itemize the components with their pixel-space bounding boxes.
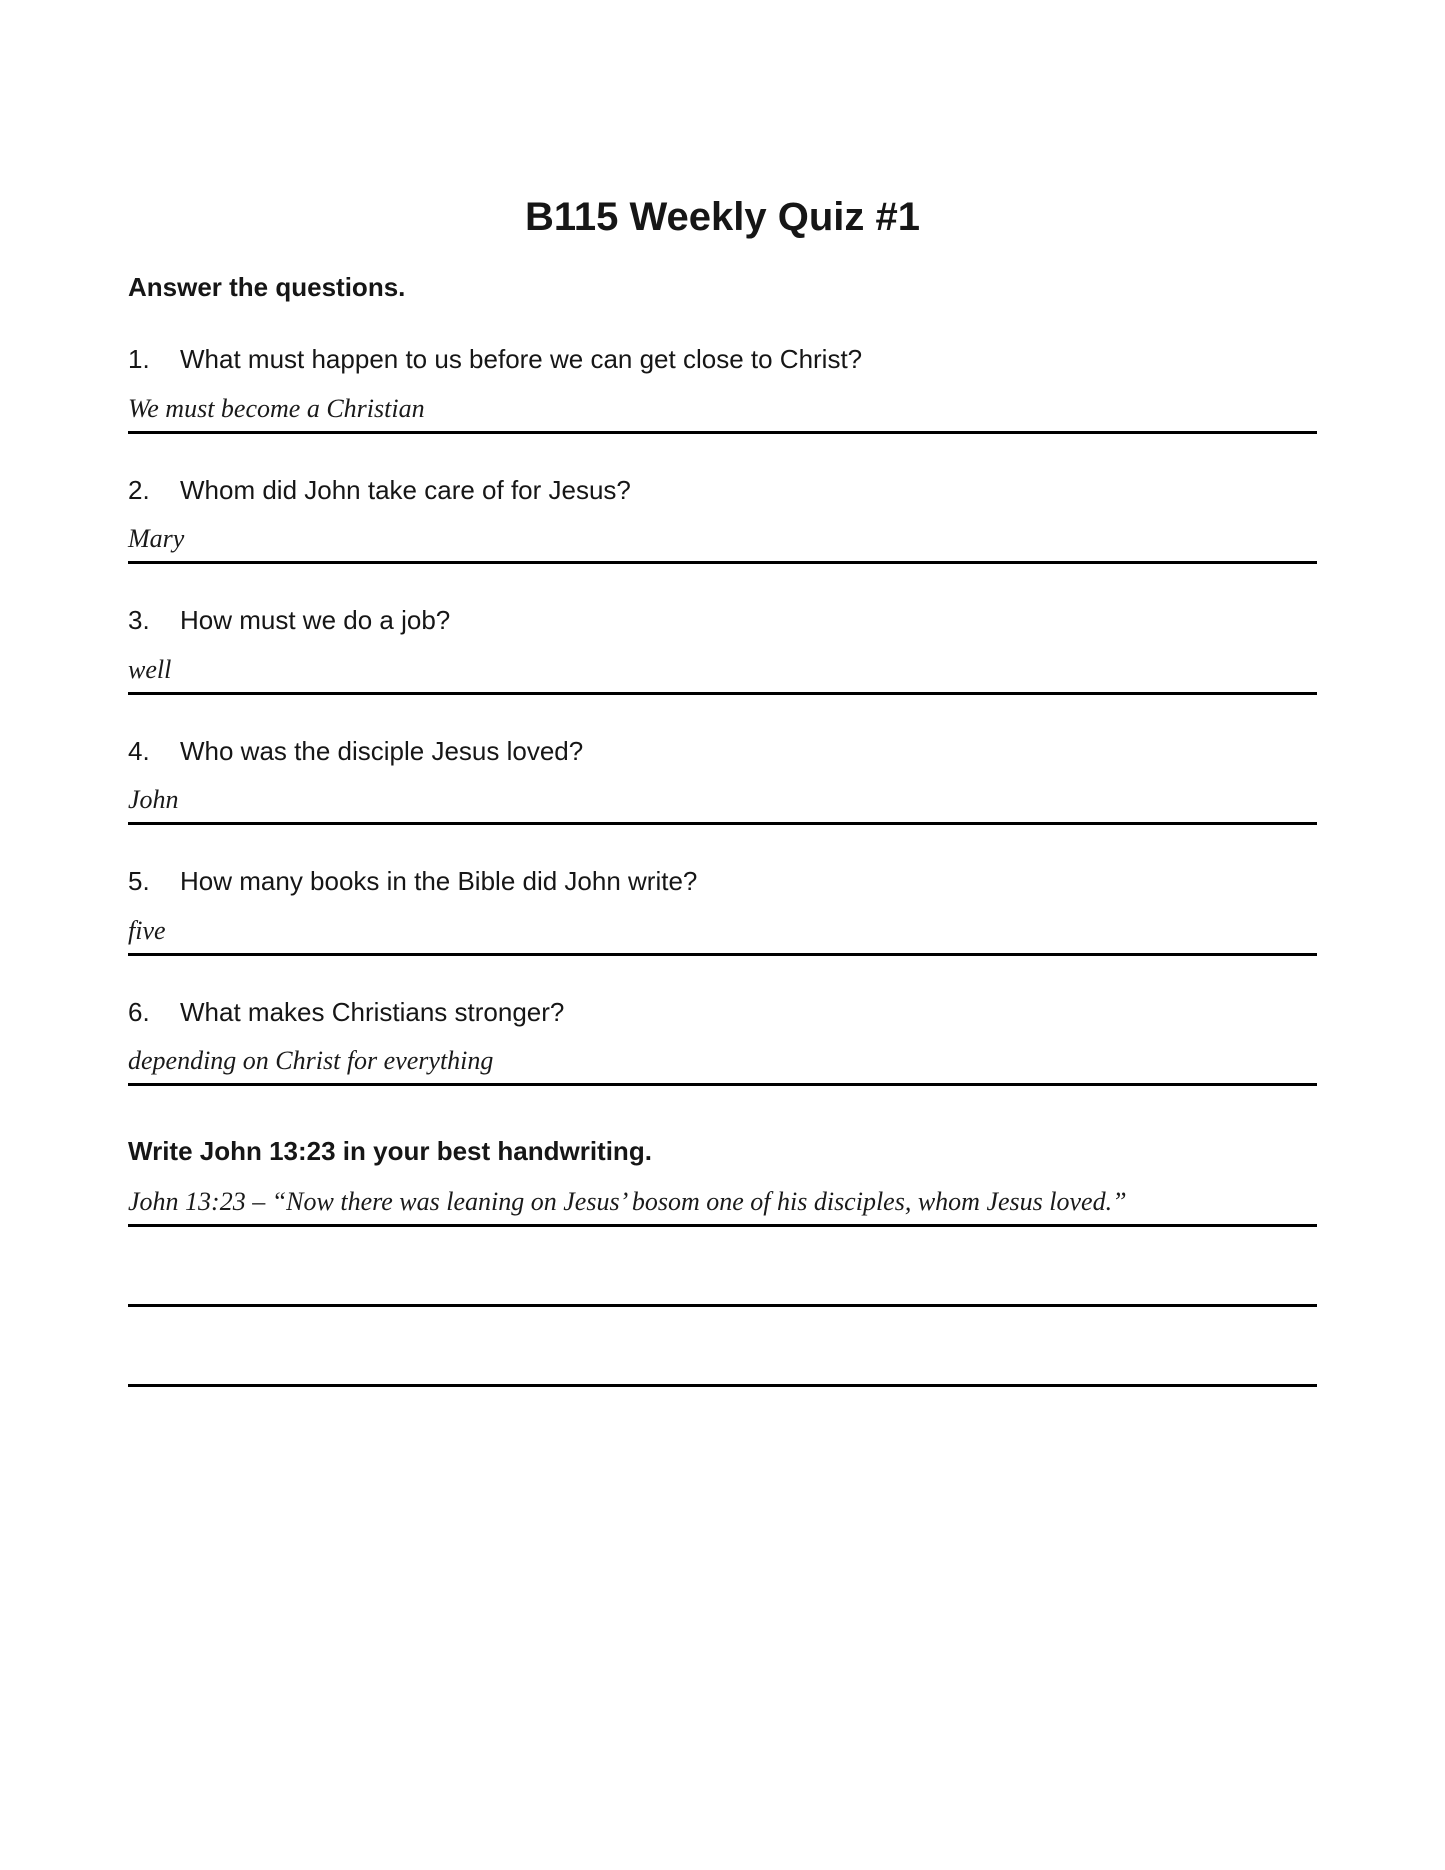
answer-text: Mary <box>128 524 185 554</box>
question-text: Who was the disciple Jesus loved? <box>180 735 584 766</box>
answer-line <box>128 1045 1317 1086</box>
question-text: How many books in the Bible did John write? <box>180 866 698 897</box>
answer-line <box>128 1186 1317 1227</box>
answer-text: well <box>128 654 172 684</box>
page-title: B115 Weekly Quiz #1 <box>524 195 921 239</box>
question-item <box>128 996 1317 1087</box>
answer-text: John <box>128 785 179 815</box>
blank-answer-line <box>128 1384 1317 1387</box>
question-row <box>128 474 1317 507</box>
handwriting-answer-block <box>128 1186 1317 1227</box>
question-item <box>128 343 1317 434</box>
question-item <box>128 474 1317 565</box>
handwriting-answer-text: John 13:23 – “Now there was leaning on Jesus’ bosom one of his disciples, whom Jesus loved.” <box>128 1187 1127 1217</box>
question-row <box>128 996 1317 1029</box>
blank-answer-line <box>128 1304 1317 1307</box>
question-row <box>128 735 1317 768</box>
question-number: 4. <box>128 735 150 766</box>
question-number: 1. <box>128 344 150 375</box>
question-number: 2. <box>128 474 150 505</box>
question-number: 5. <box>128 866 150 897</box>
question-text: Whom did John take care of for Jesus? <box>180 474 631 505</box>
question-text: What makes Christians stronger? <box>180 996 565 1027</box>
question-item <box>128 604 1317 695</box>
answer-line <box>128 915 1317 956</box>
question-text: What must happen to us before we can get close to Christ? <box>180 344 863 375</box>
question-row <box>128 865 1317 898</box>
answer-line <box>128 654 1317 695</box>
question-item <box>128 735 1317 826</box>
instructions-heading: Answer the questions. <box>128 272 406 302</box>
handwriting-heading: Write John 13:23 in your best handwriting. <box>128 1136 652 1167</box>
answer-text: five <box>128 915 166 945</box>
question-text: How must we do a job? <box>180 605 451 636</box>
question-number: 6. <box>128 996 150 1027</box>
answer-line <box>128 393 1317 434</box>
question-row <box>128 343 1317 376</box>
answer-text: We must become a Christian <box>128 393 425 423</box>
answer-text: depending on Christ for everything <box>128 1046 494 1076</box>
answer-line <box>128 784 1317 825</box>
question-item <box>128 865 1317 956</box>
question-number: 3. <box>128 605 150 636</box>
question-row <box>128 604 1317 637</box>
answer-line <box>128 523 1317 564</box>
